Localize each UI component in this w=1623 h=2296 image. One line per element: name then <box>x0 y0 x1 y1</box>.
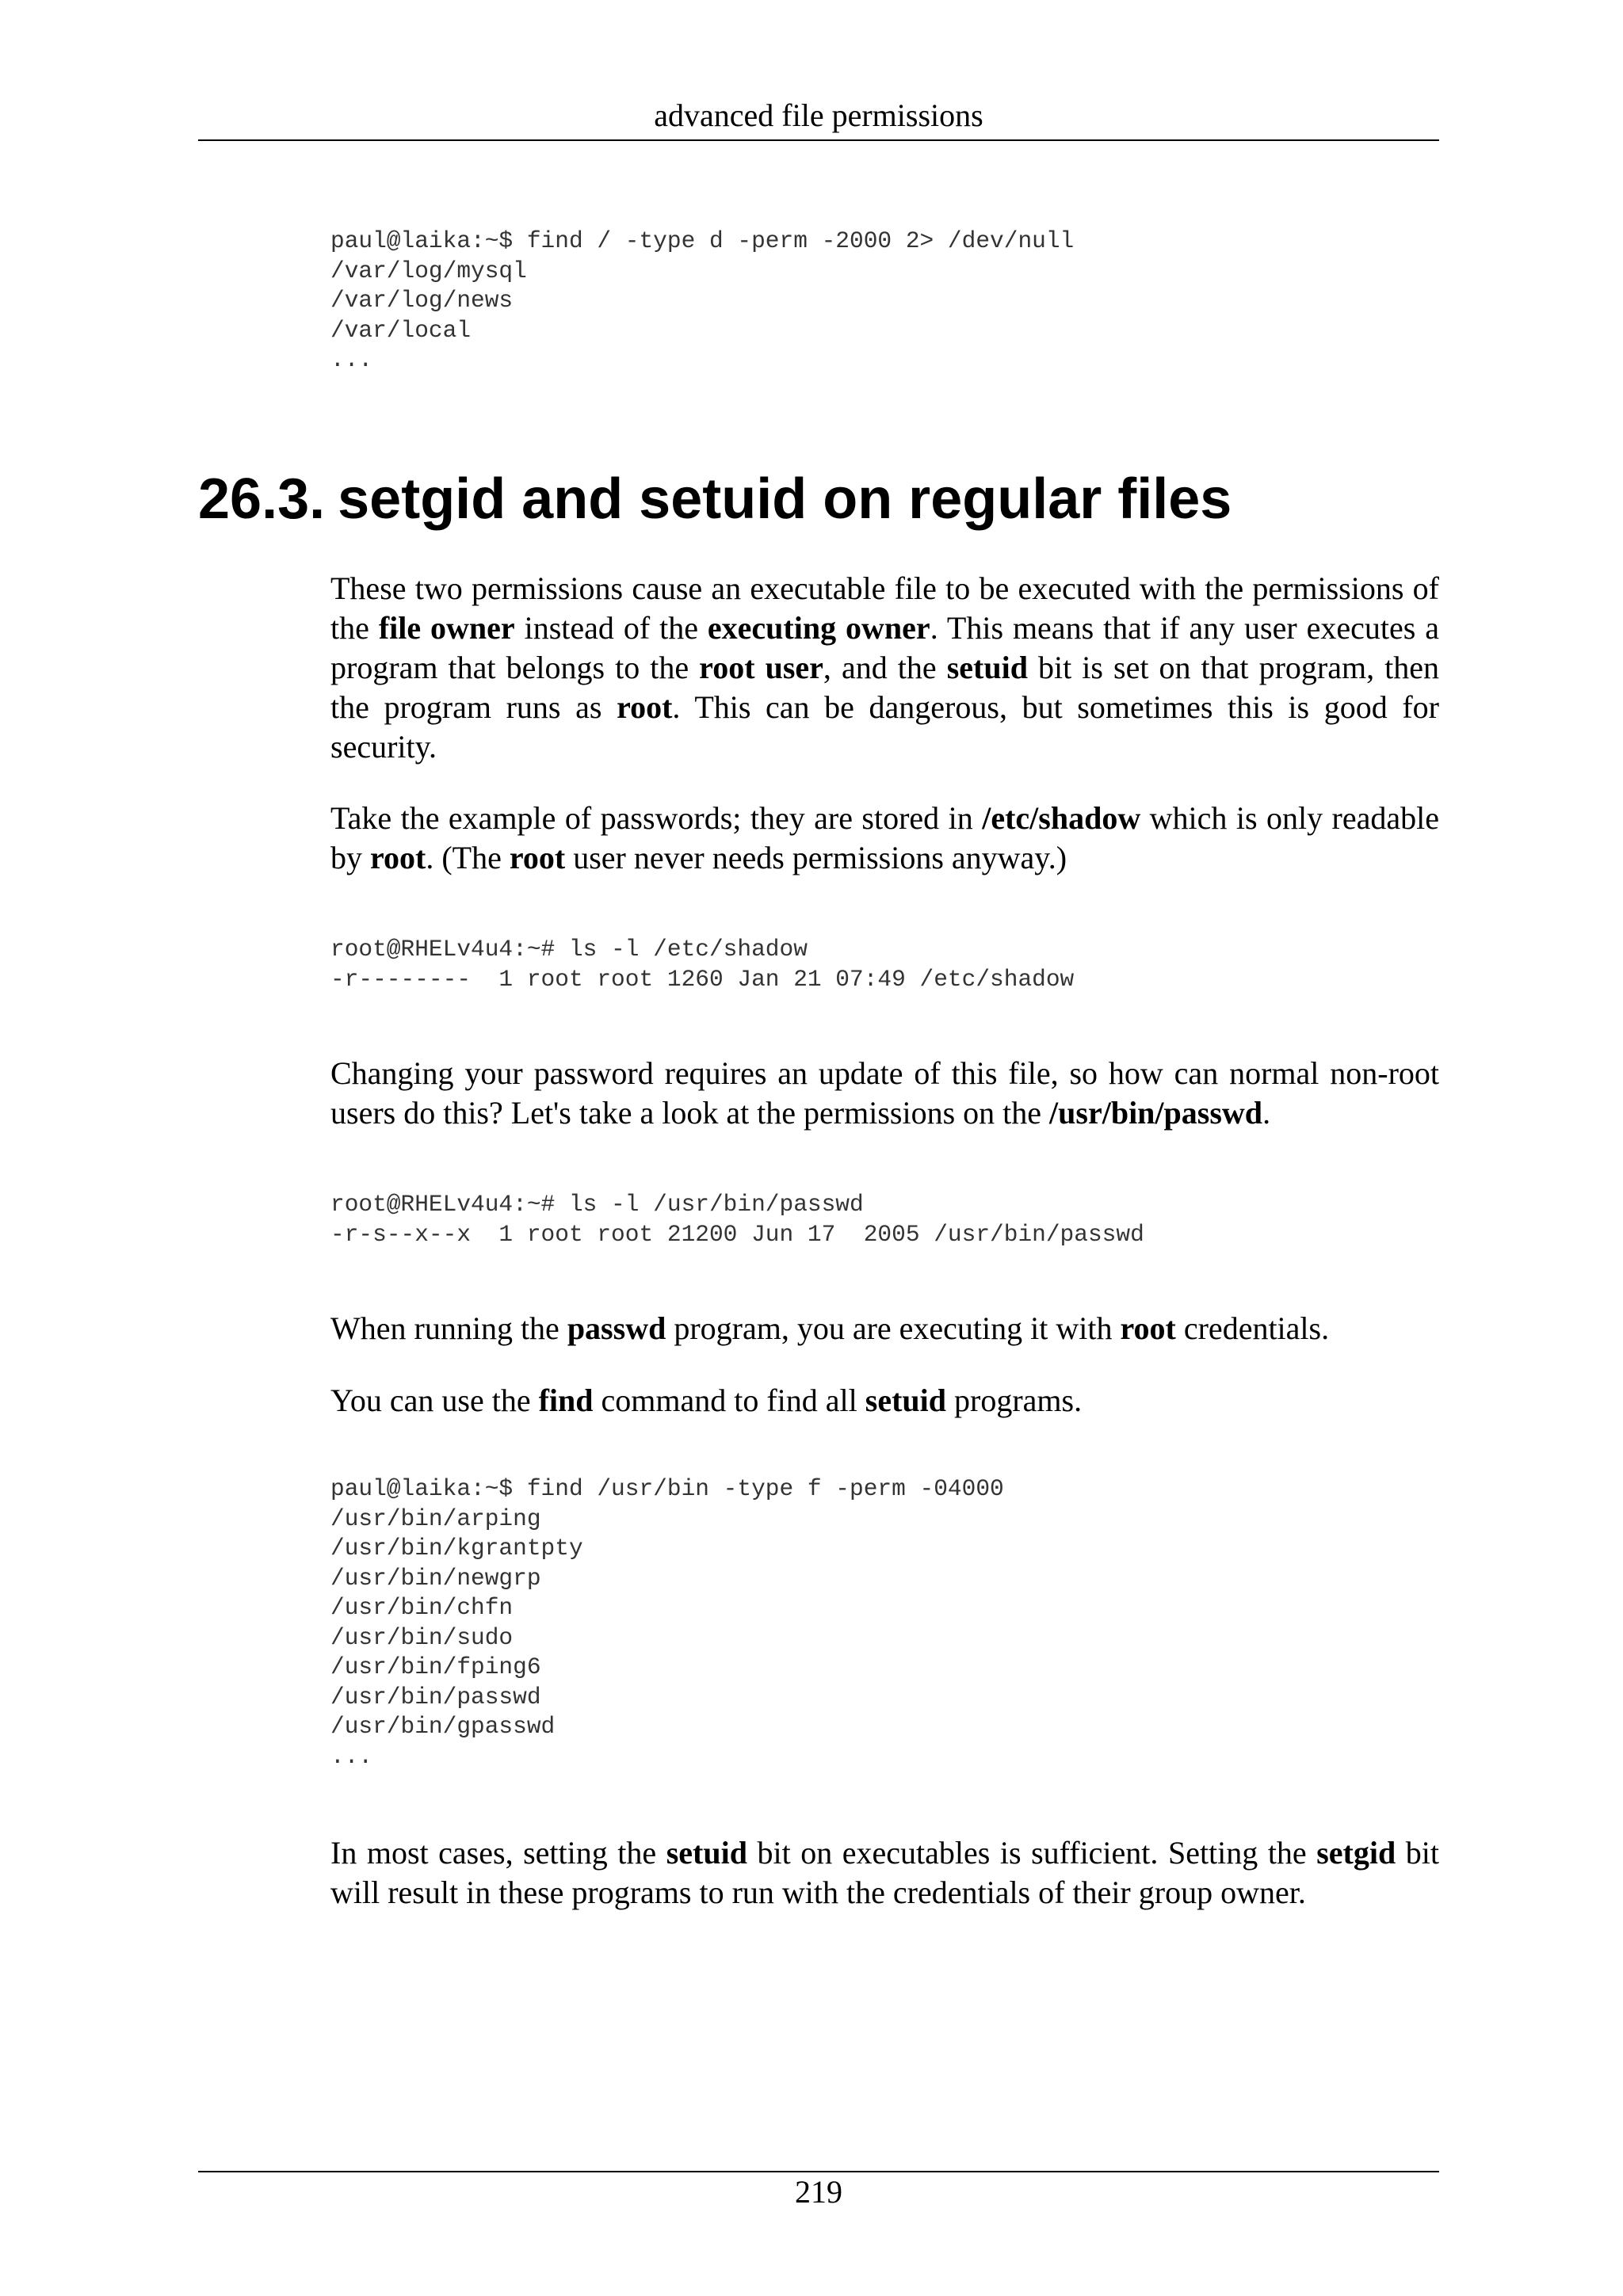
emphasis-term: executing owner <box>707 610 930 646</box>
code-line: paul@laika:~$ find / -type d -perm -2000 2> /dev/null <box>330 227 1075 254</box>
emphasis-term: root user <box>699 650 823 685</box>
code-line: /usr/bin/arping <box>330 1505 541 1532</box>
text-run: . This means that if any user executes a program that belongs to the <box>330 610 1439 685</box>
code-line: -r-s--x--x 1 root root 21200 Jun 17 2005 /usr/bin/passwd <box>330 1220 1144 1248</box>
text-run: Take the example of passwords; they are stored in <box>330 800 983 836</box>
text-run: You can use the <box>330 1383 539 1418</box>
code-line: root@RHELv4u4:~# ls -l /etc/shadow <box>330 936 808 963</box>
text-run: credentials. <box>1175 1310 1330 1346</box>
emphasis-term: file owner <box>378 610 515 646</box>
text-run: bit on executables is sufficient. Setting the <box>747 1835 1317 1871</box>
text-run: These two permissions cause an executable file to be executed with the permissions of the <box>330 570 1439 646</box>
paragraph-setuid-sufficient <box>330 1833 1439 1913</box>
code-line: ... <box>330 346 373 373</box>
code-line: /usr/bin/kgrantpty <box>330 1535 583 1562</box>
code-line: -r-------- 1 root root 1260 Jan 21 07:49 /etc/shadow <box>330 965 1075 993</box>
text-run: . This can be dangerous, but sometimes this is good for security. <box>330 689 1439 765</box>
text-run: When running the <box>330 1310 567 1346</box>
text-run: instead of the <box>514 610 708 646</box>
text-run: Changing your password requires an update of this file, so how can normal non-root users do this? Let's take a look at the permissions on the <box>330 1055 1439 1131</box>
code-line: /usr/bin/chfn <box>330 1594 514 1621</box>
emphasis-term: /usr/bin/passwd <box>1049 1095 1263 1131</box>
text-run: . (The <box>426 840 510 875</box>
text-run: programs. <box>946 1383 1083 1418</box>
emphasis-term: find <box>538 1383 594 1418</box>
code-line: /var/log/mysql <box>330 257 527 284</box>
text-run: which is only readable by <box>330 800 1439 875</box>
code-line: /usr/bin/newgrp <box>330 1564 541 1592</box>
paragraph-find-setuid <box>330 1381 1439 1421</box>
emphasis-term: setuid <box>865 1383 947 1418</box>
section-number: 26.3. <box>198 467 326 531</box>
text-run: program, you are executing it with <box>666 1310 1121 1346</box>
paragraph-running-passwd <box>330 1309 1439 1348</box>
text-run: bit will result in these programs to run with the credentials of their group owner. <box>330 1835 1439 1910</box>
emphasis-term: root <box>370 840 426 875</box>
code-block-ls-shadow <box>330 935 1074 994</box>
text-run: In most cases, setting the <box>330 1835 666 1871</box>
page-number: 219 <box>795 2174 842 2210</box>
text-run: bit is set on that program, then the program runs as <box>330 650 1440 725</box>
text-run: , and the <box>823 650 947 685</box>
section-heading <box>198 463 1232 535</box>
code-line: /usr/bin/fping6 <box>330 1653 541 1680</box>
emphasis-term: root <box>1120 1310 1176 1346</box>
code-line: paul@laika:~$ find /usr/bin -type f -perm -04000 <box>330 1475 1004 1502</box>
running-header: advanced file permissions <box>654 97 983 133</box>
section-title-text: setgid and setuid on regular files <box>338 467 1232 531</box>
code-block-find-setuid-files <box>330 1474 1004 1772</box>
paragraph-passwords <box>330 799 1439 878</box>
code-line: ... <box>330 1742 373 1770</box>
code-line: /var/log/news <box>330 287 514 314</box>
emphasis-term: setuid <box>946 650 1028 685</box>
emphasis-term: root <box>509 840 566 875</box>
code-line: root@RHELv4u4:~# ls -l /usr/bin/passwd <box>330 1191 864 1218</box>
emphasis-term: /etc/shadow <box>982 800 1141 836</box>
emphasis-term: passwd <box>567 1310 666 1346</box>
code-line: /usr/bin/sudo <box>330 1623 514 1651</box>
header-rule <box>198 139 1439 141</box>
text-run: user never needs permissions anyway.) <box>565 840 1067 875</box>
code-line: /usr/bin/gpasswd <box>330 1713 556 1740</box>
code-line: /var/local <box>330 316 472 344</box>
code-block-find-setgid-dirs <box>330 227 1074 376</box>
paragraph-changing-password <box>330 1054 1439 1133</box>
emphasis-term: setuid <box>666 1835 747 1871</box>
code-block-ls-passwd <box>330 1190 1144 1249</box>
emphasis-term: root <box>617 689 673 725</box>
text-run: command to find all <box>593 1383 865 1418</box>
text-run: . <box>1262 1095 1271 1131</box>
emphasis-term: setgid <box>1316 1835 1396 1871</box>
code-line: /usr/bin/passwd <box>330 1683 541 1711</box>
paragraph-intro <box>330 569 1439 767</box>
